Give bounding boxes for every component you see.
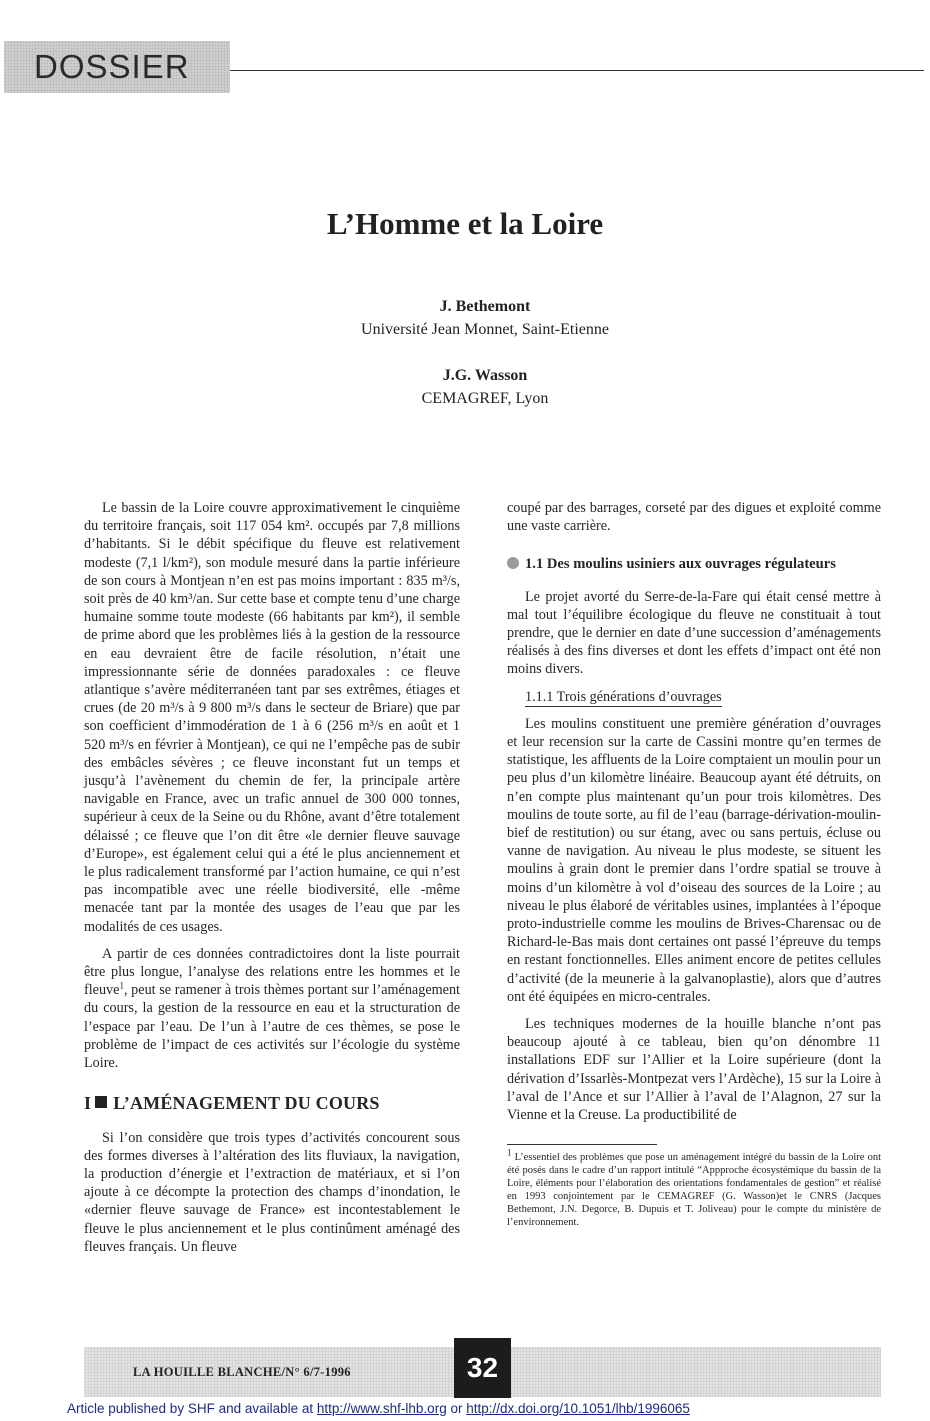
circle-bullet-icon bbox=[507, 557, 519, 569]
shf-link[interactable]: http://www.shf-lhb.org bbox=[316, 1401, 447, 1416]
paragraph: Le projet avorté du Serre-de-la-Fare qui était censé mettre à mal tout l’équilibre écologique du fleuve ne constituait à tout prendre, que le dernier en date d’une succession d’aménagements réalisés à des fins diverses et dont les effets d’impact ont été non moins divers. bbox=[507, 588, 881, 678]
paragraph: Si l’on considère que trois types d’activités concourent sous des formes diverses à l’altération des lits fluviaux, la navigation, la production d’énergie et l’extraction de matériaux, et si l’on ajoute à ce décompte la protection des champs d’inondation, le «dernier fleuve sauvage de France» est incontestablement le fleuve le plus anciennement et le plus continûment aménagé des fleuves français. Un fleuve bbox=[84, 1129, 460, 1255]
right-column bbox=[507, 499, 881, 1229]
footnote: $^1$ L’essentiel des problèmes que pose un aménagement intégré du bassin de la Loire ont été posés dans le cadre d’un rapport intitulé “Appproche écosystémique du bassin de la Loire, éléments pour l’élaboration des orientations fondamentales de gestion” et réalisé en 1993 conjointement par le CEMAGREF (G. Wasson)et le CNRS (Jacques Bethemont, J.N. Degorce, B. Dupuis et T. Joliveau) pour le compte du ministère de l’environnement. bbox=[507, 1147, 881, 1229]
subsubsection-heading: 1.1.1 Trois générations d’ouvrages bbox=[525, 688, 722, 705]
paragraph: Les techniques modernes de la houille blanche n’ont pas beaucoup ajouté à ce tableau, bien qu’on dénombre 11 installations EDF sur l’Allier et la Loire supérieure (dont la dérivation d’Issarlès-Montpezat vers l’Ardèche), 15 sur la Loire à l’aval de l’Ance et sur l’Allier à l’aval de l’Alagnon, 27 sur la Vienne et la Creuse. La productibilité de bbox=[507, 1016, 881, 1124]
publisher-line: Article published by SHF and available at http://www.shf-lhb.org or http://dx.doi.org/10.1051/lhb/1996065 bbox=[67, 1401, 690, 1416]
author-2-affiliation: CEMAGREF, Lyon bbox=[421, 390, 549, 407]
square-bullet-icon bbox=[95, 1096, 107, 1108]
article-title: L’Homme et la Loire bbox=[326, 206, 604, 241]
author-1-name: J. Bethemont bbox=[439, 298, 531, 315]
section-label: DOSSIER bbox=[34, 48, 190, 85]
journal-reference: LA HOUILLE BLANCHE/N° 6/7-1996 bbox=[133, 1365, 351, 1379]
paragraph: A partir de ces données contradictoires dont la liste pourrait être plus longue, l’analyse des relations entre les hommes et le fleuve$^1$, peut se ramener à trois thèmes portant sur l’aménagement du cours, la gestion de la ressource en eau et la structuration de l’espace par l’eau. De l’un à l’autre de ces thèmes, se pose le problème de l’impact de ces activités sur l’écologie du système Loire. bbox=[84, 945, 460, 1072]
left-column bbox=[84, 499, 460, 1265]
footnote-reference: 1 bbox=[119, 980, 124, 991]
section-heading: I L’AMÉNAGEMENT DU COURS bbox=[84, 1093, 380, 1114]
paragraph: Le bassin de la Loire couvre approximativement le cinquième du territoire français, soit 117 054 km². occupés par 7,8 millions d’habitants. Si le débit spécifique du fleuve est relativement modeste (7,1 l/km²), son module mesuré dans la partie inférieure de son cours à Montjean n’en est pas moins important : 835 m³/s, soit près de 40 km³/an. Sur cette base et compte tenu d’une charge humaine somme toute modeste (66 habitants par km²), il semble de prime abord que les problèmes liés à la gestion de la ressource en eau devraient être de facile résolution, n’était une impressionnante série de données paradoxales : ce fleuve atlantique s’avère méditerranéen tant par ses extrêmes, étiages et crues (de 20 m³/s à 9 800 m³/s dans le secteur de Briare) que par son coefficient d’immodération de 1 à 6 (256 m³/s en août et 1 520 m³/s en février à Montjean), ce qui ne l’empêche pas de subir des embâcles sévères ; ce fleuve inconstant fut un temps et jusqu’à l’avènement du chemin de fer, la principale artère navigable en France, avec un trafic annuel de 300 000 tonnes, supérieur à ceux de la Seine ou du Rhône, avant d’être totalement délaissé ; ce fleuve que l’on dit être «le dernier fleuve sauvage d’Europe», est également celui qui a été le plus anciennement et le plus radicalement transformé par l’action humaine, ce qui n’est pas incompatible avec une réelle biodiversité, elle -même menacée tant par la montée des usages de l’eau que par les modalités de ces usages. bbox=[84, 500, 460, 935]
header-rule bbox=[230, 70, 924, 71]
page-number: 32 bbox=[454, 1338, 511, 1398]
subsection-heading: 1.1 Des moulins usiniers aux ouvrages régulateurs bbox=[507, 555, 881, 573]
author-1-affiliation: Université Jean Monnet, Saint-Etienne bbox=[361, 321, 609, 338]
author-2-name: J.G. Wasson bbox=[442, 367, 528, 384]
paragraph: Les moulins constituent une première génération d’ouvrages et leur recension sur la carte de Cassini montre qu’en termes de statistique, les affluents de la Loire comptaient un moulin pour un peu plus d’un kilomètre linéaire. Beaucoup ayant été détruits, on n’en compte plus maintenant qu’un pour trois kilomètres. Des moulins de toute sorte, au fil de l’eau (barrage-dérivation-moulin-bief de restitution) ou sur étang, avec ou sans pertuis, écluse ou vanne de navigation. Au niveau le plus modeste, se situent les moulins à grain dont le premier dans l’ordre spatial se trouve à moins d’un kilomètre à vol d’oiseau des sources de la Loire ; au niveau le plus élaboré de véritables usines, implantées à l’époque proto-industrielle comme les moulins de Brives-Charensac ou de Richard-le-Bas mais dont certaines ont passé l’épreuve du temps en restant fonctionnelles. Elles animent encore de petites cellules d’activité (de la meunerie à la galvanoplastie), alors que d’autres ont été équipées en micro-centrales. bbox=[507, 715, 881, 1005]
doi-link[interactable]: http://dx.doi.org/10.1051/lhb/1996065 bbox=[466, 1401, 690, 1416]
footnote-rule bbox=[507, 1144, 657, 1145]
paragraph: coupé par des barrages, corseté par des digues et exploité comme une vaste carrière. bbox=[507, 500, 881, 535]
